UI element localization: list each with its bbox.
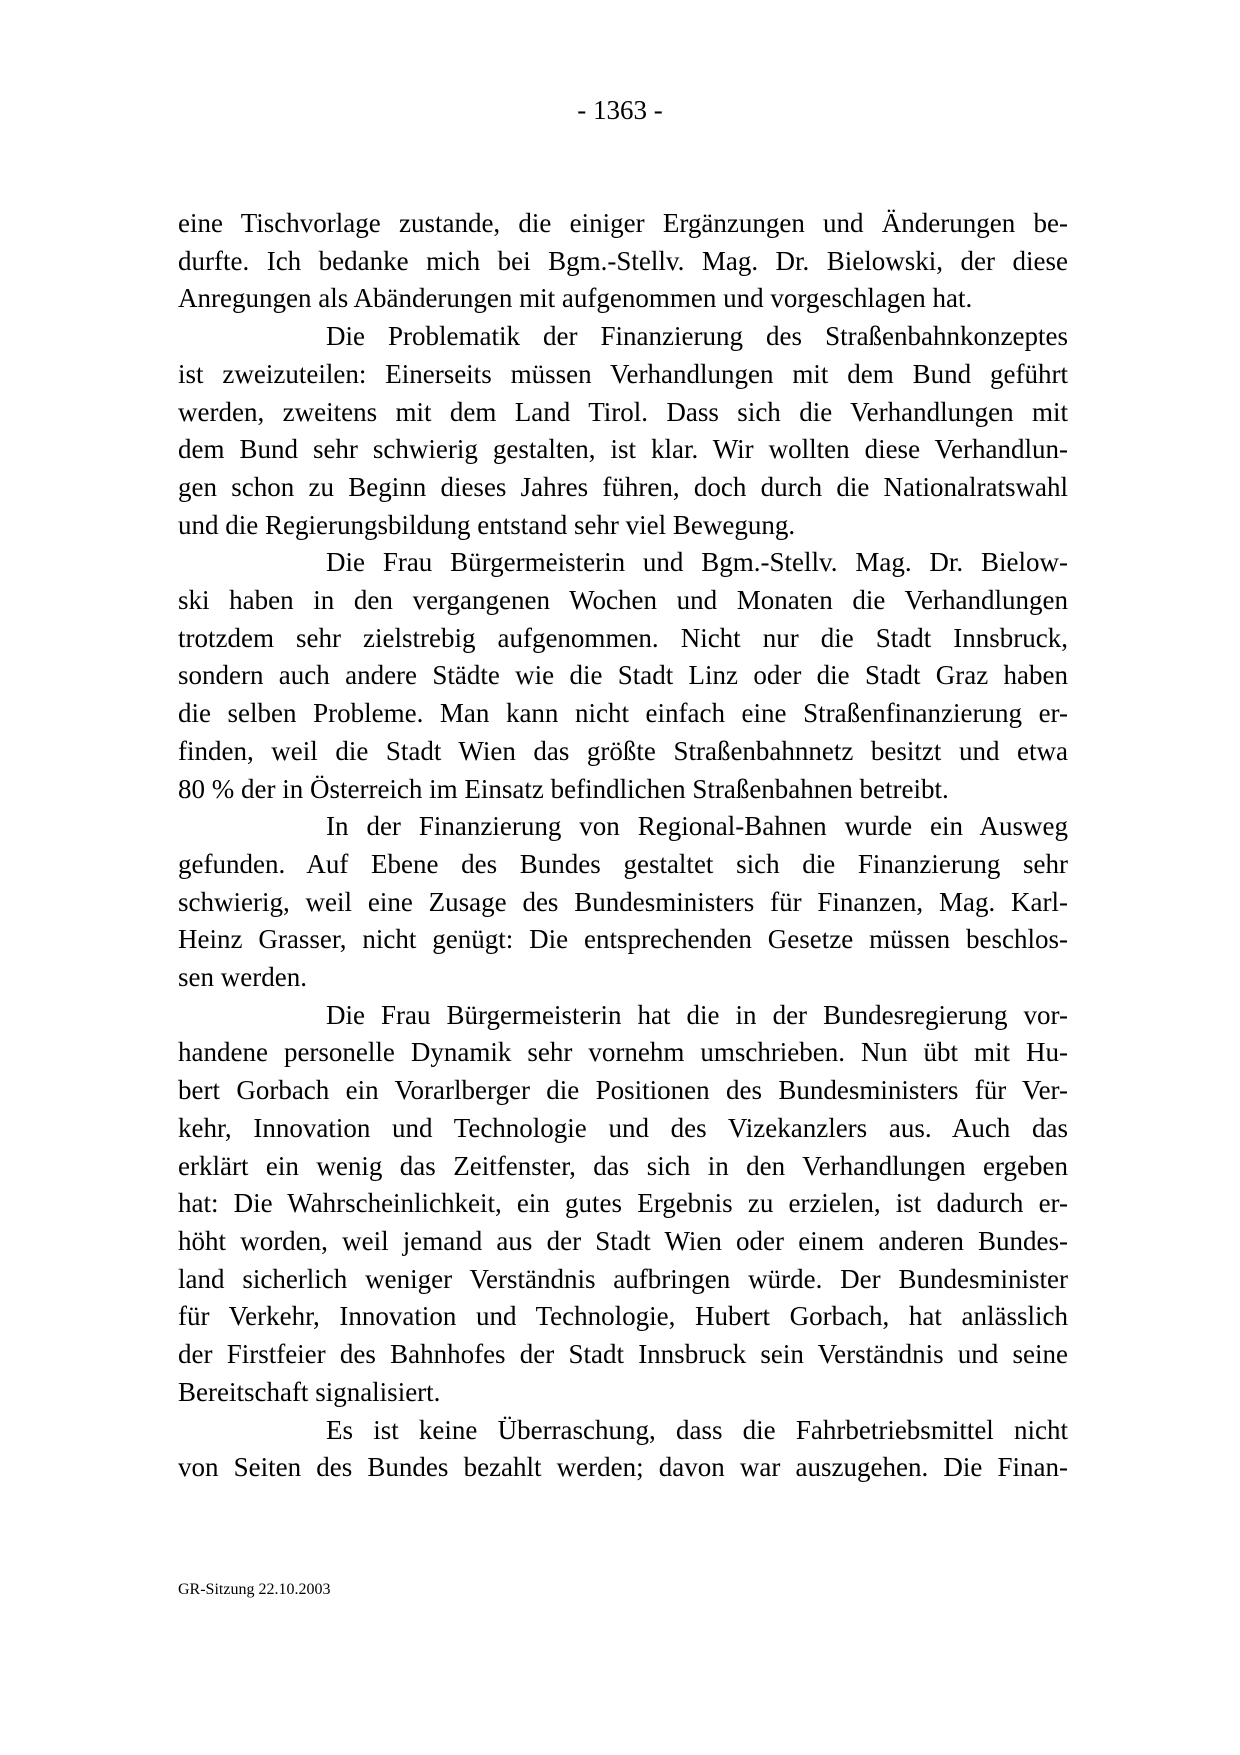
text-line: Bereitschaft signalisiert. (178, 1376, 441, 1407)
text-line: schwierig, weil eine Zusage des Bundesministers für Finanzen, Mag. Karl- (178, 886, 1068, 917)
text-line: dem Bund sehr schwierig gestalten, ist klar. Wir wollten diese Verhandlun- (178, 434, 1068, 465)
paragraph (178, 205, 1068, 318)
text-line: ski haben in den vergangenen Wochen und Monaten die Verhandlungen (178, 585, 1068, 616)
paragraph (178, 997, 1068, 1412)
text-line: finden, weil die Stadt Wien das größte Straßenbahnnetz besitzt und etwa (178, 735, 1068, 766)
text-line: Die Frau Bürgermeisterin hat die in der Bundesregierung vor- (326, 999, 1068, 1030)
text-line: gefunden. Auf Ebene des Bundes gestaltet sich die Finanzierung sehr (178, 848, 1068, 879)
text-line: erklärt ein wenig das Zeitfenster, das sich in den Verhandlungen ergeben (178, 1150, 1068, 1181)
page-footer: GR-Sitzung 22.10.2003 (178, 1581, 331, 1598)
text-line: und die Regierungsbildung entstand sehr viel Bewegung. (178, 509, 796, 540)
text-line: land sicherlich weniger Verständnis aufbringen würde. Der Bundesminister (178, 1263, 1068, 1294)
paragraph (178, 544, 1068, 808)
text-line: Es ist keine Überraschung, dass die Fahrbetriebsmittel nicht (326, 1414, 1068, 1445)
text-line: Die Frau Bürgermeisterin und Bgm.-Stellv. Mag. Dr. Bielow- (326, 547, 1068, 578)
text-line: hat: Die Wahrscheinlichkeit, ein gutes Ergebnis zu erzielen, ist dadurch er- (178, 1188, 1068, 1219)
text-line: Die Problematik der Finanzierung des Straßenbahnkonzeptes (326, 321, 1068, 352)
text-line: ist zweizuteilen: Einerseits müssen Verhandlungen mit dem Bund geführt (178, 358, 1068, 389)
text-line: In der Finanzierung von Regional-Bahnen wurde ein Ausweg (326, 811, 1068, 842)
text-line: der Firstfeier des Bahnhofes der Stadt Innsbruck sein Verständnis und seine (178, 1339, 1068, 1370)
text-line: handene personelle Dynamik sehr vornehm umschrieben. Nun übt mit Hu- (178, 1037, 1068, 1068)
text-line: trotzdem sehr zielstrebig aufgenommen. Nicht nur die Stadt Innsbruck, (178, 622, 1068, 653)
text-line: höht worden, weil jemand aus der Stadt Wien oder einem anderen Bundes- (178, 1225, 1068, 1256)
text-line: für Verkehr, Innovation und Technologie, Hubert Gorbach, hat anlässlich (178, 1301, 1068, 1332)
paragraph (178, 1412, 1068, 1487)
text-line: durfte. Ich bedanke mich bei Bgm.-Stellv. Mag. Dr. Bielowski, der diese (178, 245, 1068, 276)
page-number: - 1363 - (577, 95, 663, 125)
text-line: sen werden. (178, 962, 307, 993)
text-line: 80 % der in Österreich im Einsatz befindlichen Straßenbahnen betreibt. (178, 773, 949, 804)
text-line: die selben Probleme. Man kann nicht einfach eine Straßenfinanzierung er- (178, 698, 1068, 729)
paragraph (178, 318, 1068, 544)
body-text (178, 205, 1068, 1487)
text-line: Heinz Grasser, nicht genügt: Die entsprechenden Gesetze müssen beschlos- (178, 924, 1068, 955)
text-line: kehr, Innovation und Technologie und des Vizekanzlers aus. Auch das (178, 1112, 1068, 1143)
text-line: Anregungen als Abänderungen mit aufgenommen und vorgeschlagen hat. (178, 283, 973, 314)
paragraph (178, 808, 1068, 997)
text-line: sondern auch andere Städte wie die Stadt Linz oder die Stadt Graz haben (178, 660, 1068, 691)
text-line: eine Tischvorlage zustande, die einiger Ergänzungen und Änderungen be- (178, 208, 1068, 238)
text-line: bert Gorbach ein Vorarlberger die Positionen des Bundesministers für Ver- (178, 1075, 1068, 1106)
text-line: werden, zweitens mit dem Land Tirol. Dass sich die Verhandlungen mit (178, 396, 1068, 427)
text-line: gen schon zu Beginn dieses Jahres führen, doch durch die Nationalratswahl (178, 471, 1068, 502)
text-line: von Seiten des Bundes bezahlt werden; davon war auszugehen. Die Finan- (178, 1452, 1068, 1483)
